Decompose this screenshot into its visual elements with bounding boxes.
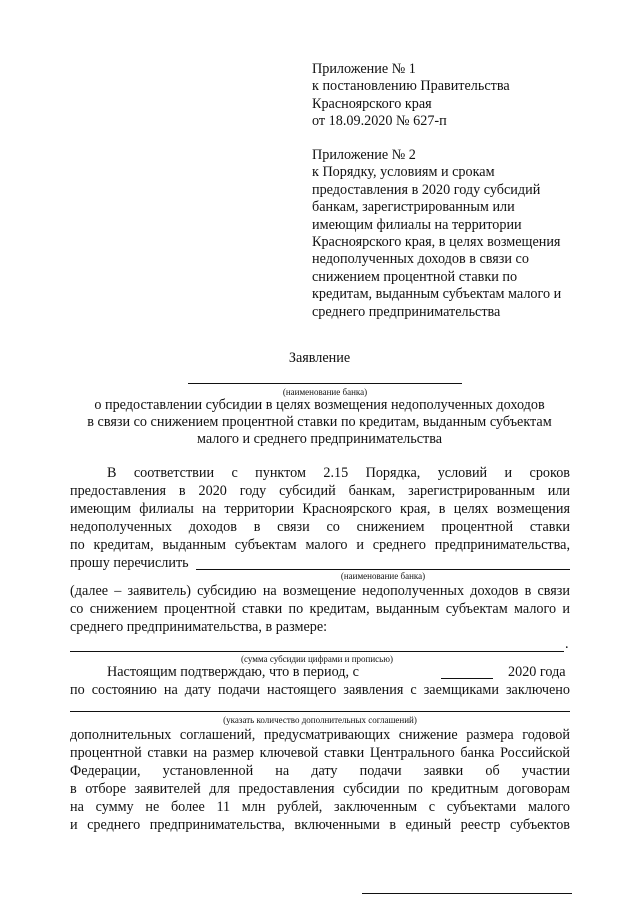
footer-rule <box>362 893 572 894</box>
body-line: В соответствии с пунктом 2.15 Порядка, условий и сроков <box>107 465 570 481</box>
body-line: дополнительных соглашений, предусматривающих снижение размера годовой <box>70 727 570 743</box>
appendix-2-line: имеющим филиалы на территории <box>312 216 522 233</box>
appendix-1-line: Приложение № 1 <box>312 61 416 77</box>
bank-name-caption: (наименование банка) <box>282 387 368 397</box>
confirm-year: 2020 года <box>508 664 566 680</box>
amount-caption: (сумма субсидии цифрами и прописью) <box>241 654 393 664</box>
body-line: со снижением процентной ставки по кредитам, выданным субъектам малого и <box>70 601 570 617</box>
appendix-1-line: Красноярского края <box>312 95 432 112</box>
subject-line: малого и среднего предпринимательства <box>196 431 443 448</box>
appendix-2-line: Красноярского края, в целях возмещения <box>312 234 561 251</box>
body-line: среднего предпринимательства, в размере: <box>70 619 328 635</box>
appendix-2-line: недополученных доходов в связи со <box>312 251 529 268</box>
request-bank-blank <box>196 569 570 570</box>
appendix-2-line: Приложение № 2 <box>312 147 416 163</box>
bank-name-blank <box>188 383 462 384</box>
request-prefix: прошу перечислить <box>70 555 189 571</box>
statement-subject <box>0 397 639 449</box>
body-line: по состоянию на дату подачи настоящего заявления с заемщиками заключено <box>70 682 570 698</box>
subject-line: в связи со снижением процентной ставки по кредитам, выданным субъектам <box>87 414 552 431</box>
appendix-1-line: к постановлению Правительства <box>312 78 510 95</box>
subject-line: о предоставлении субсидии в целях возмещения недополученных доходов <box>94 397 545 413</box>
request-bank-caption: (наименование банка) <box>340 571 426 581</box>
appendix-2-line: к Порядку, условиям и срокам <box>312 164 495 181</box>
confirm-start: Настоящим подтверждаю, что в период, с <box>107 664 359 680</box>
body-line: (далее – заявитель) субсидию на возмещение недополученных доходов в связи <box>70 583 570 599</box>
appendix-2-line: банкам, зарегистрированным или <box>312 199 515 216</box>
body-line: на сумму не более 11 млн рублей, заключенным с субъектами малого <box>70 799 570 815</box>
appendix-2-line: кредитам, выданным субъектам малого и <box>312 286 562 303</box>
body-line: предоставления в 2020 году субсидий банкам, зарегистрированным или <box>70 483 570 499</box>
amount-end: . <box>565 636 569 652</box>
body-line: по кредитам, выданным субъектам малого и среднего предпринимательства, <box>70 537 570 553</box>
body-line: недополученных доходов в связи со снижением процентной ставки <box>70 519 570 535</box>
appendix-1-header <box>312 61 612 131</box>
body-line: и среднего предпринимательства, включенными в единый реестр субъектов <box>70 817 570 833</box>
amount-blank <box>70 651 564 652</box>
body-line: процентной ставки на размер ключевой ставки Центрального банка Российской <box>70 745 570 761</box>
period-start-blank <box>441 678 493 679</box>
appendix-2-line: среднего предпринимательства <box>312 303 501 320</box>
body-line: в отборе заявителей для предоставления субсидии по кредитным договорам <box>70 781 570 797</box>
appendix-2-line: снижением процентной ставки по <box>312 268 518 285</box>
agreements-count-blank <box>70 711 570 712</box>
statement-title: Заявление <box>288 350 351 366</box>
agreements-caption: (указать количество дополнительных соглашений) <box>223 715 417 725</box>
appendix-2-header <box>312 147 612 321</box>
appendix-2-line: предоставления в 2020 году субсидий <box>312 181 541 198</box>
body-line: Федерации, установленной на дату подачи заявки об участии <box>70 763 570 779</box>
appendix-1-line: от 18.09.2020 № 627-п <box>312 113 447 130</box>
body-line: имеющим филиалы на территории Красноярского края, в целях возмещения <box>70 501 570 517</box>
